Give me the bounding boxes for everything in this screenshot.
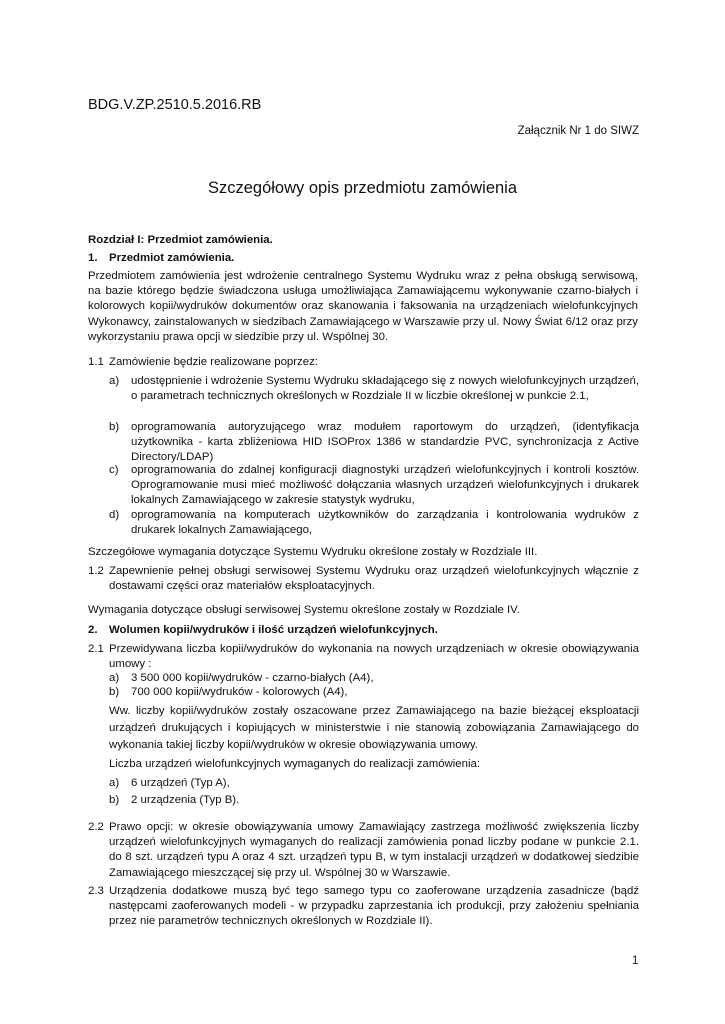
list-item-text: 6 urządzeń (Typ A), bbox=[131, 777, 230, 789]
list-item-label: c) bbox=[109, 464, 119, 476]
list-item-label: a) bbox=[109, 777, 120, 789]
list-item bbox=[109, 671, 639, 686]
list-item-text: 700 000 kopii/wydruków - kolorowych (A4), bbox=[131, 686, 348, 698]
point-2-3-text: Urządzenia dodatkowe muszą być tego samego typu co zaoferowane urządzenia zasadnicze (bądź następcami zaoferowanych modeli - w przypadku zaprzestania ich produkcji, przy założeniu spełniania przez nie parametrów technicznych określonych w Rozdziale II). bbox=[109, 885, 639, 928]
attachment-label: Załącznik Nr 1 do SIWZ bbox=[517, 125, 639, 137]
page-number: 1 bbox=[632, 955, 639, 967]
section-1-paragraph: Przedmiotem zamówienia jest wdrożenie centralnego Systemu Wydruku wraz z pełna obsługą serwisową, na bazie którego będzie świadczona usługa umożliwiająca Zamawiającemu wykonywanie czarno-białych i kolorowych kopii/wydruków dokumentów oraz skanowania i faksowania na urządzeniach wielofunkcyjnych Wykonawcy, zainstalowanych w siedzibach Zamawiającego w Warszawie przy ul. Nowy Świat 6/12 oraz przy wykorzystaniu prawa opcji w siedzibie przy ul. Wspólnej 30. bbox=[88, 270, 638, 343]
point-2-2-text: Prawo opcji: w okresie obowiązywania umowy Zamawiający zastrzega możliwość zwiększenia liczby urządzeń wielofunkcyjnych wymaganych do realizacji zamówienia ponad liczby podane w punkcie 2.1. do 8 szt. urządzeń typu A oraz 4 szt. urządzeń typu B, w tym instalacji urządzeń w dodatkowej siedzibie Zamawiającego mieszczącej się przy ul. Wspólnej 30 w Warszawie. bbox=[109, 821, 639, 879]
point-1-2-text: Zapewnienie pełnej obsługi serwisowej Systemu Wydruku oraz urządzeń wielofunkcyjnych włącznie z dostawami części oraz materiałów eksploatacyjnych. bbox=[109, 565, 639, 593]
section-2-title: Wolumen kopii/wydruków i ilość urządzeń wielofunkcyjnych. bbox=[109, 624, 438, 636]
list-item-label: b) bbox=[109, 686, 120, 698]
section-1-num: 1. bbox=[88, 252, 98, 264]
point-1-1-num: 1.1 bbox=[88, 356, 104, 368]
requirements-note-chapter-3: Szczegółowe wymagania dotyczące Systemu Wydruku określone zostały w Rozdziale III. bbox=[88, 546, 538, 558]
page-title: Szczegółowy opis przedmiotu zamówienia bbox=[207, 179, 518, 197]
list-item bbox=[109, 793, 639, 808]
list-item bbox=[109, 685, 639, 700]
list-item-text: oprogramowania na komputerach użytkowników do zarządzania i kontrolowania wydruków z drukarek lokalnych Zamawiającego, bbox=[131, 509, 639, 537]
list-item-label: a) bbox=[109, 375, 120, 387]
point-1-2-num: 1.2 bbox=[88, 565, 104, 577]
list-item-text: oprogramowania do zdalnej konfiguracji diagnostyki urządzeń wielofunkcyjnych i kontroli kosztów. Oprogramowanie musi mieć możliwość dołączania własnych urządzeń wielofunkcyjnych i drukarek lokalnych Zamawiającego w zakresie statystyk wydruku, bbox=[131, 464, 639, 507]
list-item-label: b) bbox=[109, 421, 120, 433]
list-item-label: b) bbox=[109, 794, 120, 806]
document-reference: BDG.V.ZP.2510.5.2016.RB bbox=[88, 97, 262, 113]
list-item-label: a) bbox=[109, 672, 120, 684]
point-2-1-num: 2.1 bbox=[88, 643, 104, 655]
section-1-title: Przedmiot zamówienia. bbox=[109, 252, 235, 264]
list-item bbox=[109, 508, 639, 538]
list-item-text: oprogramowania autoryzującego wraz modułem raportowym do urządzeń, (identyfikacja użytkownika - karta zbliżeniowa HID ISOProx 1386 w standardzie PVC, synchronizacja z Active Directory/LDAP) bbox=[131, 421, 639, 464]
list-item bbox=[109, 463, 639, 509]
requirements-note-chapter-4: Wymagania dotyczące obsługi serwisowej Systemu określone zostały w Rozdziale IV. bbox=[88, 604, 520, 616]
point-1-1-text: Zamówienie będzie realizowane poprzez: bbox=[109, 356, 318, 368]
list-item bbox=[109, 374, 639, 404]
list-item bbox=[109, 420, 639, 466]
point-2-1-devices: Liczba urządzeń wielofunkcyjnych wymaganych do realizacji zamówienia: bbox=[109, 758, 481, 770]
list-item-text: 3 500 000 kopii/wydruków - czarno-białych (A4), bbox=[131, 672, 374, 684]
chapter-heading: Rozdział I: Przedmiot zamówienia. bbox=[88, 234, 273, 246]
point-2-2-num: 2.2 bbox=[88, 821, 104, 833]
point-2-3-num: 2.3 bbox=[88, 885, 104, 897]
list-item bbox=[109, 776, 639, 791]
point-2-1-paragraph: Ww. liczby kopii/wydruków zostały oszacowane przez Zamawiającego na bazie bieżącej eksploatacji urządzeń drukujących i kopiujących w ministerstwie i nie stanowią zobowiązania Zamawiającego do wykonania takiej liczby kopii/wydruków w okresie obowiązywania umowy. bbox=[109, 705, 639, 751]
section-2-num: 2. bbox=[88, 624, 98, 636]
list-item-text: 2 urządzenia (Typ B). bbox=[131, 794, 240, 806]
point-2-1-text: Przewidywana liczba kopii/wydruków do wykonania na nowych urządzeniach w okresie obowiązywania umowy : bbox=[109, 643, 639, 671]
list-item-label: d) bbox=[109, 509, 120, 521]
list-item-text: udostępnienie i wdrożenie Systemu Wydruku składającego się z nowych wielofunkcyjnych urządzeń, o parametrach technicznych określonych w Rozdziale II w liczbie określonej w punkcie 2.1, bbox=[131, 375, 639, 403]
